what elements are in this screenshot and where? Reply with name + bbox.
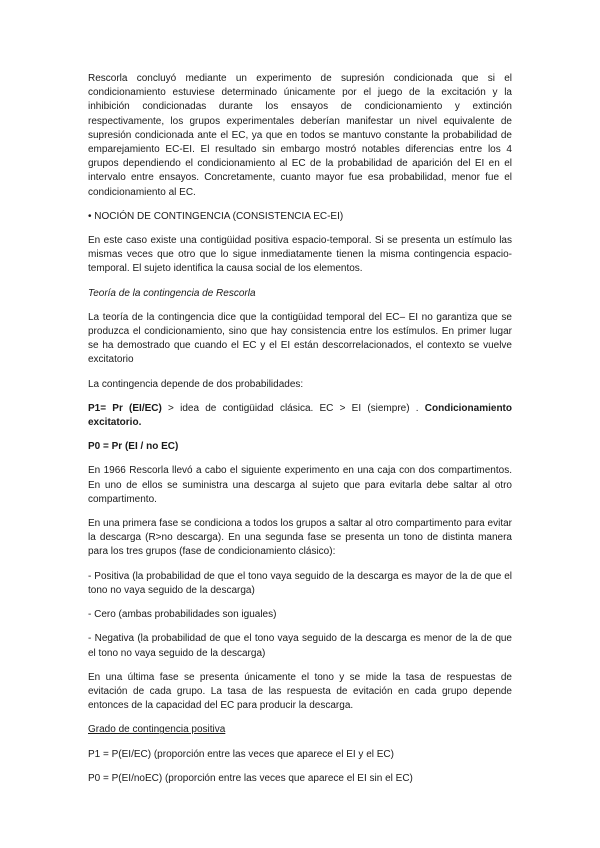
formula-p1 [88, 402, 512, 430]
paragraph-supresion: Rescorla concluyó mediante un experimento de supresión condicionada que si el condicionamiento estuviese determinado únicamente por el juego de la excitación y la inhibición condicionadas durante los ensayos de condicionamiento y extinción respectivamente, los grupos experimentales deberían manifestar un nivel equivalente de supresión condicionada ante el EC, ya que en todos se mantuvo constante la probabilidad de emparejamiento EC-EI. El resultado sin embargo mostró notables diferencias entre los 4 grupos dependiendo el condicionamiento al EC de la probabilidad de aparición del EI en el intervalo entre ensayos. Concretamente, cuanto mayor fue esa probabilidad, menor fue el condicionamiento al EC. [88, 73, 512, 198]
formula-p0-grado: P0 = P(EI/noEC) (proporción entre las veces que aparece el EI sin el EC) [88, 772, 413, 784]
paragraph-probabilidades: La contingencia depende de dos probabilidades: [88, 378, 304, 390]
subheading-grado: Grado de contingencia positiva [88, 724, 226, 736]
formula-p1-grado: P1 = P(EI/EC) (proporción entre las veces que aparece el EI y el EC) [88, 748, 394, 760]
paragraph-experimento: En 1966 Rescorla llevó a cabo el siguiente experimento en una caja con dos compartimentos. En uno de ellos se suministra una descarga al sujeto que para evitarla debe saltar al otro compartimento. [88, 465, 512, 505]
paragraph-ultima-fase: En una última fase se presenta únicamente el tono y se mide la tasa de respuestas de evitación de cada grupo. La tasa de las respuesta de evitación en cada grupo depende entonces de la capacidad del EC para producir la descarga. [88, 671, 512, 712]
formula-p1-text: > idea de contigüidad clásica. EC > EI (siempre) . [161, 402, 425, 414]
formula-p1-label: P1= Pr (EI/EC) [88, 402, 162, 414]
section-heading-contingencia: • NOCIÓN DE CONTINGENCIA (CONSISTENCIA EC-EI) [88, 210, 344, 222]
list-item-negativa: - Negativa (la probabilidad de que el tono vaya seguido de la descarga es menor de la de que el tono no vaya seguido de la descarga) [88, 633, 512, 659]
formula-p1-conclusion: Condicionamiento excitatorio. [88, 402, 512, 429]
subheading-teoria: Teoría de la contingencia de Rescorla [88, 287, 256, 299]
formula-p0 [88, 440, 512, 454]
paragraph-fases: En una primera fase se condiciona a todos los grupos a saltar al otro compartimento para evitar la descarga (R>no descarga). En una segunda fase se presenta un tono de distinta manera para los tres grupos (fase de condicionamiento clásico): [88, 518, 512, 558]
paragraph-contiguidad: En este caso existe una contigüidad positiva espacio-temporal. Si se presenta un estímulo las mismas veces que otro que lo sigue inmediatamente tienen la misma contingencia espacio-temporal. El sujeto identifica la causa social de los elementos. [88, 235, 512, 275]
formula-p0-label: P0 = Pr (EI / no EC) [88, 441, 179, 453]
list-item-cero: - Cero (ambas probabilidades son iguales) [88, 609, 277, 621]
list-item-positiva: - Positiva (la probabilidad de que el tono vaya seguido de la descarga es mayor de la de que el tono no vaya seguido de la descarga) [88, 570, 512, 596]
paragraph-teoria: La teoría de la contingencia dice que la contigüidad temporal del EC– EI no garantiza que se produzca el condicionamiento, sino que hay consistencia entre los estímulos. En primer lugar se ha demostrado que cuando el EC y el EI están descorrelacionados, el contexto se vuelve excitatorio [88, 311, 512, 366]
